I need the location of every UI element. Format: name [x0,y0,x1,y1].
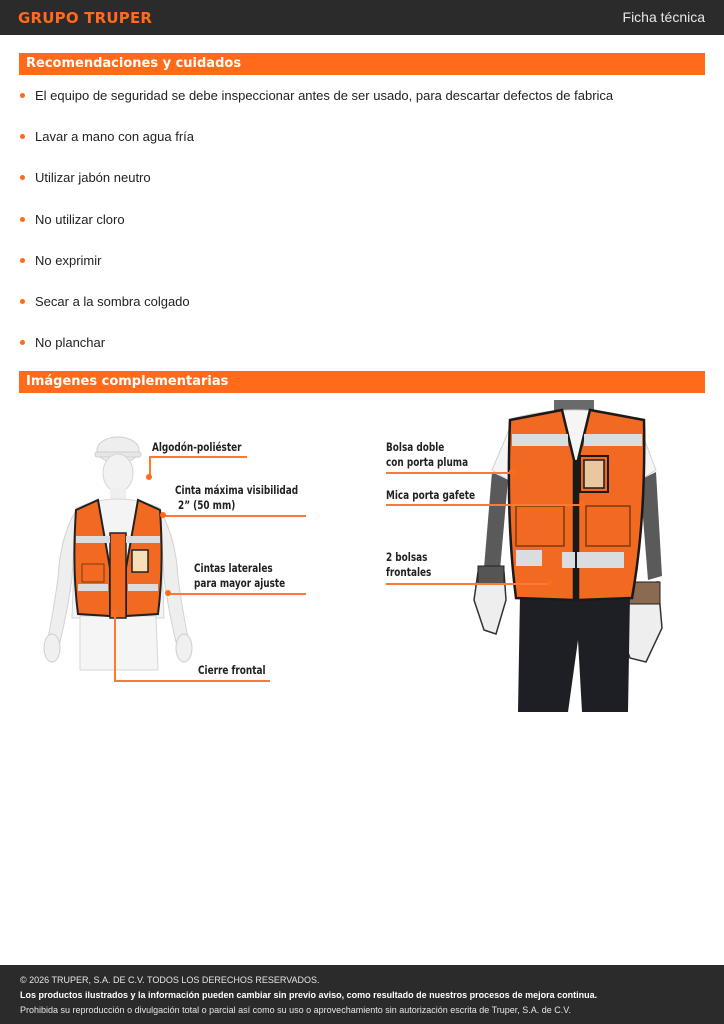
footer-prohibition: Prohibida su reproducción o divulgación total o parcial así como su uso o aprovechamiento sin autorización escrita de Truper, S.A. de C.V. [20,1005,571,1015]
callout-badge: Mica porta gafete [386,488,476,502]
callout-pocket-line2: con porta pluma [386,455,469,469]
callout-front-line1: 2 bolsas [386,550,428,564]
worker-vest-photo [470,400,666,712]
bullet-icon [20,175,25,180]
bullet-icon [20,134,25,139]
callout-pocket-line1: Bolsa doble [386,440,445,454]
brand-logo: GRUPO TRUPER [18,9,153,27]
bullet-icon [20,299,25,304]
callout-tape-line2: 2” (50 mm) [178,498,236,512]
list-item: El equipo de seguridad se debe inspeccionar antes de ser usado, para descartar defectos de fabrica [19,83,613,124]
footer-copyright: © 2026 TRUPER, S.A. DE C.V. TODOS LOS DERECHOS RESERVADOS. [20,975,320,985]
list-item: Lavar a mano con agua fría [19,124,613,165]
complementary-images [0,400,724,730]
callout-tape-line1: Cinta máxima visibilidad [175,483,299,497]
callout-material: Algodón-poliéster [152,440,242,454]
callout-closure: Cierre frontal [198,663,266,677]
list-item: No utilizar cloro [19,207,613,248]
bullet-icon [20,93,25,98]
footer-notice: Los productos ilustrados y la información pueden cambiar sin previo aviso, como resultado de nuestros procesos de mejora continua. [20,990,598,1000]
list-item: No exprimir [19,248,613,289]
callout-side-line1: Cintas laterales [194,561,273,575]
document-type: Ficha técnica [622,9,705,25]
images-header: Imágenes complementarias [19,371,705,393]
recommendations-list [19,83,613,371]
list-item: Secar a la sombra colgado [19,289,613,330]
list-item: No planchar [19,330,613,371]
bullet-icon [20,217,25,222]
callout-side-line2: para mayor ajuste [194,576,286,590]
header-bar [0,0,724,35]
bullet-icon [20,258,25,263]
mannequin-vest-illustration [38,428,198,673]
bullet-icon [20,340,25,345]
list-item: Utilizar jabón neutro [19,165,613,206]
recommendations-header: Recomendaciones y cuidados [19,53,705,75]
callout-front-line2: frontales [386,565,432,579]
footer [0,965,724,1024]
